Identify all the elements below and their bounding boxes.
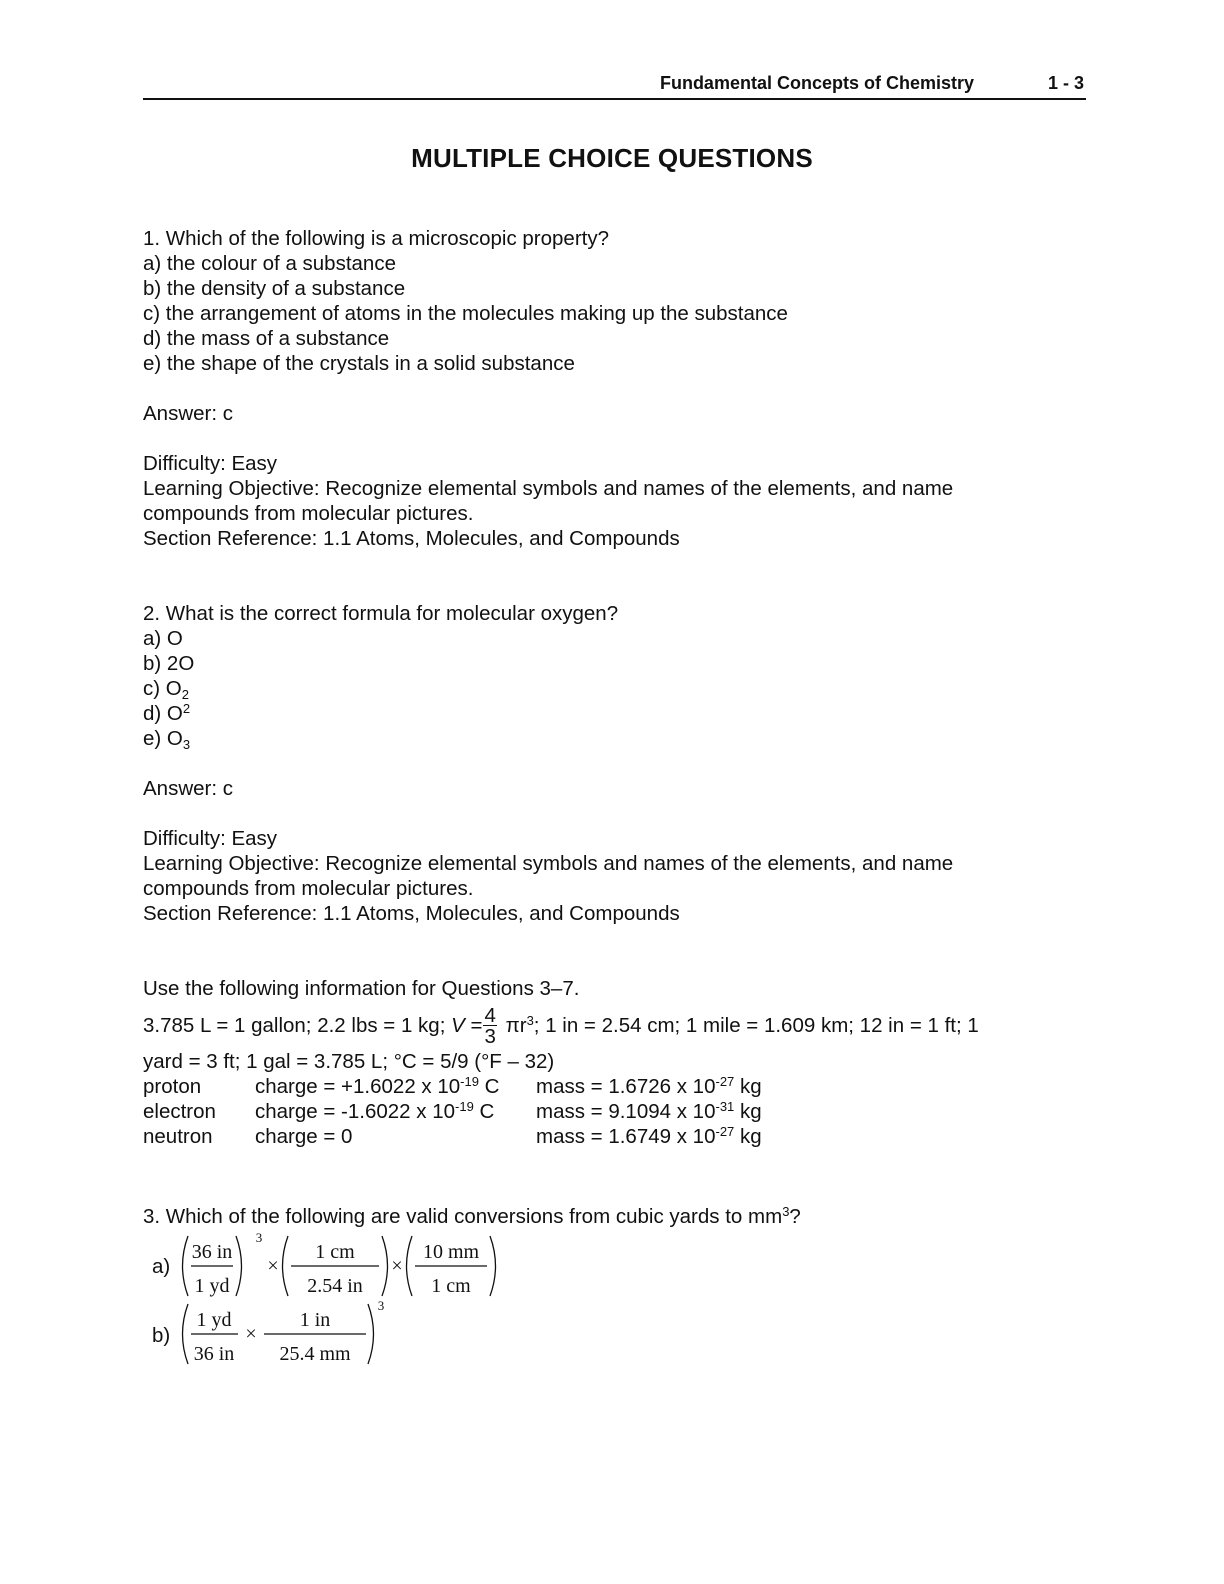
q2-option-d: d) $O^2$ <box>143 701 191 725</box>
page-heading: MULTIPLE CHOICE QUESTIONS <box>411 143 813 173</box>
q2-option-a: a) O <box>143 627 183 650</box>
question-1-text: 1. Which of the following is a microscopic property? <box>143 227 610 250</box>
q1-option-b: b) the density of a substance <box>143 277 406 300</box>
b-fraction-2-numerator: 1 in <box>299 1309 331 1331</box>
a-times-1: × <box>267 1255 279 1277</box>
particle-row-neutron: neutron charge = 0 mass = 1.6749 x $10^{-27}$ kg <box>143 1124 762 1148</box>
header-title: Fundamental Concepts of Chemistry <box>659 73 974 93</box>
b-fraction-1-numerator: 1 yd <box>196 1309 232 1331</box>
q2-section-reference: Section Reference: 1.1 Atoms, Molecules, and Compounds <box>143 902 680 925</box>
question-1 <box>143 226 1103 551</box>
q2-objective-line-1: Learning Objective: Recognize elemental symbols and names of the elements, and name <box>143 852 954 875</box>
b-times: × <box>245 1323 257 1345</box>
b-exponent: 3 <box>377 1300 385 1313</box>
q1-objective-line-2: compounds from molecular pictures. <box>143 502 474 525</box>
q3-option-b-label: b) <box>152 1324 171 1347</box>
q1-option-e: e) the shape of the crystals in a solid substance <box>143 352 575 375</box>
q1-option-c: c) the arrangement of atoms in the molecules making up the substance <box>143 302 788 325</box>
q1-option-a: a) the colour of a substance <box>143 252 396 275</box>
particle-row-proton: proton charge = +1.6022 x $10^{-19}$ C mass = 1.6726 x $10^{-27}$ kg <box>143 1074 762 1098</box>
q1-section-reference: Section Reference: 1.1 Atoms, Molecules, and Compounds <box>143 527 680 550</box>
a-fraction-2-denominator: 2.54 in <box>307 1275 363 1297</box>
info-block <box>143 976 1103 1149</box>
question-2 <box>143 601 1103 926</box>
q2-answer: Answer: c <box>143 777 233 800</box>
a-fraction-1-denominator: 1 yd <box>194 1275 230 1297</box>
a-fraction-3-numerator: 10 mm <box>422 1241 480 1263</box>
q1-option-d: d) the mass of a substance <box>143 327 390 350</box>
question-2-text: 2. What is the correct formula for molecular oxygen? <box>143 602 619 625</box>
a-exponent: 3 <box>255 1232 263 1245</box>
q2-option-b: b) 2O <box>143 652 195 675</box>
q3-option-a-equation <box>176 1232 506 1300</box>
b-fraction-2-denominator: 25.4 mm <box>279 1343 351 1365</box>
q2-option-c: c) $O_2$ <box>143 677 189 702</box>
b-fraction-1-denominator: 36 in <box>193 1343 235 1365</box>
q3-option-a-label: a) <box>152 1255 171 1278</box>
conversion-line-1: 3.785 L = 1 gallon; 2.2 lbs = 1 kg; V = $\frac{4}{3}$ $\pi r^3$; 1 in = 2.54 cm; 1 mile = 1.609 km; 12 in = 1 ft; 1 <box>143 1003 979 1048</box>
four-thirds-fraction: $\frac{4}{3}$ <box>484 1003 496 1048</box>
q1-objective-line-1: Learning Objective: Recognize elemental symbols and names of the elements, and name <box>143 477 954 500</box>
q1-difficulty: Difficulty: Easy <box>143 452 278 475</box>
q2-objective-line-2: compounds from molecular pictures. <box>143 877 474 900</box>
volume-symbol: V <box>451 1014 465 1037</box>
q2-option-e: e) $O_3$ <box>143 727 191 752</box>
a-fraction-1-numerator: 36 in <box>191 1241 233 1263</box>
q3-option-b-equation <box>176 1300 396 1368</box>
running-header <box>143 72 1086 100</box>
q2-difficulty: Difficulty: Easy <box>143 827 278 850</box>
a-fraction-3-denominator: 1 cm <box>431 1275 471 1297</box>
a-fraction-2-numerator: 1 cm <box>315 1241 355 1263</box>
question-3 <box>143 1204 1103 1229</box>
info-intro: Use the following information for Questions 3–7. <box>143 977 580 1000</box>
conversion-line-2: yard = 3 ft; 1 gal = 3.785 L; °C = 5/9 (°F – 32) <box>143 1050 555 1073</box>
page-number: 1 - 3 <box>1047 73 1084 93</box>
question-3-text: 3. Which of the following are valid conversions from cubic yards to $mm^3$? <box>143 1204 801 1228</box>
a-times-2: × <box>391 1255 403 1277</box>
q1-answer: Answer: c <box>143 402 233 425</box>
particle-row-electron: electron charge = -1.6022 x $10^{-19}$ C mass = 9.1094 x $10^{-31}$ kg <box>143 1099 762 1123</box>
